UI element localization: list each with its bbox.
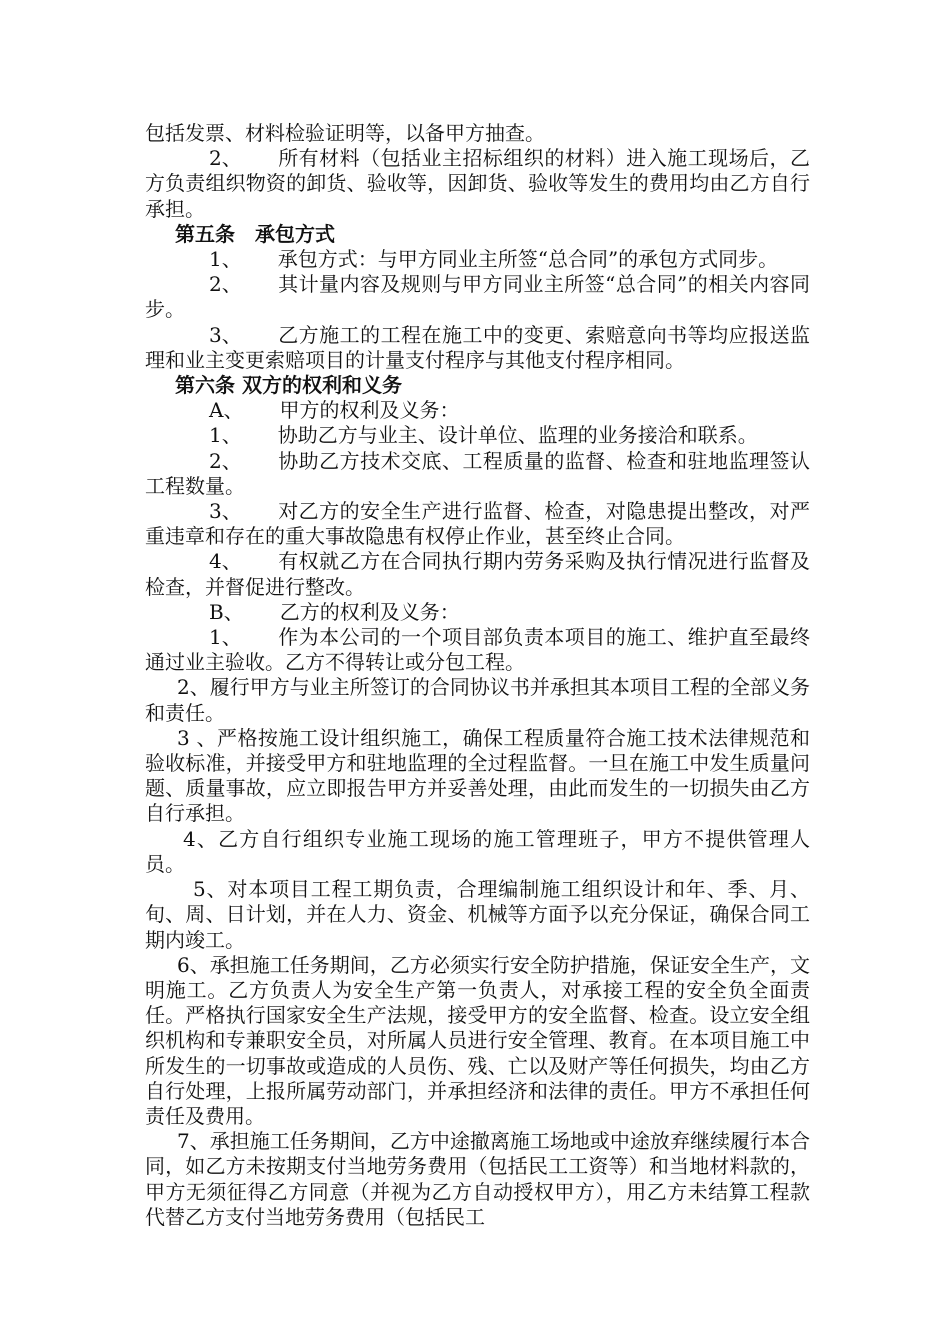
paragraph: 4、乙方自行组织专业施工现场的施工管理班子，甲方不提供管理人员。 bbox=[145, 826, 810, 876]
item-number: 1、 bbox=[209, 247, 242, 272]
section-heading-article-6: 第六条 双方的权利和义务 bbox=[175, 373, 402, 398]
item-number: B、 bbox=[209, 599, 244, 624]
paragraph bbox=[145, 398, 810, 423]
paragraph bbox=[145, 549, 810, 599]
paragraph: 3 、严格按施工设计组织施工，确保工程质量符合施工技术法律规范和验收标准，并接受甲方和驻地监理的全过程监督。一旦在施工中发生质量问题、质量事故，应立即报告甲方并妥善处理，由此而发生的一切损失由乙方自行承担。 bbox=[145, 725, 810, 826]
paragraph bbox=[145, 625, 810, 675]
item-number: 2、 bbox=[209, 448, 242, 473]
paragraph bbox=[145, 323, 810, 373]
paragraph-text: 乙方的权利及义务： bbox=[279, 599, 460, 624]
paragraph bbox=[145, 423, 810, 448]
paragraph-text: 承包方式：与甲方同业主所签“总合同”的承包方式同步。 bbox=[277, 247, 779, 272]
item-number: 1、 bbox=[209, 423, 242, 448]
paragraph: 包括发票、材料检验证明等，以备甲方抽查。 bbox=[145, 121, 545, 145]
paragraph bbox=[145, 600, 810, 625]
paragraph-text: 乙方施工的工程在施工中的变更、索赔意向书等均应报送监理和业主变更索赔项目的计量支付程序与其他支付程序相同。 bbox=[145, 322, 810, 372]
paragraph-text: 作为本公司的一个项目部负责本项目的施工、维护直至最终通过业主验收。乙方不得转让或分包工程。 bbox=[145, 625, 810, 675]
item-number: 1、 bbox=[209, 625, 242, 650]
paragraph-text: 有权就乙方在合同执行期内劳务采购及执行情况进行监督及检查，并督促进行整改。 bbox=[145, 549, 810, 599]
item-number: A、 bbox=[209, 398, 244, 423]
item-number: 3、 bbox=[209, 322, 242, 347]
section-heading-article-5: 第五条 承包方式 bbox=[175, 221, 335, 246]
document-body bbox=[145, 121, 810, 1230]
paragraph bbox=[145, 499, 810, 549]
paragraph-text: 甲方的权利及义务： bbox=[279, 398, 460, 423]
item-number: 2、 bbox=[209, 272, 242, 297]
paragraph-text: 所有材料（包括业主招标组织的材料）进入施工现场后，乙方负责组织物资的卸货、验收等，因卸货、验收等发生的费用均由乙方自行承担。 bbox=[145, 146, 810, 221]
paragraph: 5、对本项目工程工期负责，合理编制施工组织设计和年、季、月、旬、周、日计划，并在人力、资金、机械等方面予以充分保证，确保合同工期内竣工。 bbox=[145, 877, 810, 952]
paragraph bbox=[145, 247, 810, 272]
paragraph-text: 对乙方的安全生产进行监督、检查，对隐患提出整改，对严重违章和存在的重大事故隐患有权停止作业，甚至终止合同。 bbox=[145, 499, 810, 549]
item-number: 3、 bbox=[209, 499, 242, 524]
paragraph-text: 其计量内容及规则与甲方同业主所签“总合同”的相关内容同步。 bbox=[145, 272, 810, 322]
paragraph bbox=[145, 146, 810, 222]
paragraph bbox=[145, 449, 810, 499]
paragraph: 2、履行甲方与业主所签订的合同协议书并承担其本项目工程的全部义务和责任。 bbox=[145, 675, 810, 725]
paragraph-text: 协助乙方与业主、设计单位、监理的业务接洽和联系。 bbox=[277, 423, 758, 448]
paragraph: 7、承担施工任务期间，乙方中途撤离施工场地或中途放弃继续履行本合同，如乙方未按期支付当地劳务费用（包括民工工资等）和当地材料款的，甲方无须征得乙方同意（并视为乙方自动授权甲方），用乙方未结算工程款代替乙方支付当地劳务费用（包括民工 bbox=[145, 1129, 810, 1229]
item-number: 2、 bbox=[209, 146, 242, 171]
paragraph-text: 协助乙方技术交底、工程质量的监督、检查和驻地监理签认工程数量。 bbox=[145, 448, 810, 498]
paragraph bbox=[145, 272, 810, 322]
paragraph: 6、承担施工任务期间，乙方必须实行安全防护措施，保证安全生产，文明施工。乙方负责人为安全生产第一负责人，对承接工程的安全负全面责任。严格执行国家安全生产法规，接受甲方的安全监督、检查。设立安全组织机构和专兼职安全员，对所属人员进行安全管理、教育。在本项目施工中所发生的一切事故或造成的人员伤、残、亡以及财产等任何损失，均由乙方自行处理，上报所属劳动部门，并承担经济和法律的责任。甲方不承担任何责任及费用。 bbox=[145, 952, 810, 1128]
item-number: 4、 bbox=[209, 549, 242, 574]
